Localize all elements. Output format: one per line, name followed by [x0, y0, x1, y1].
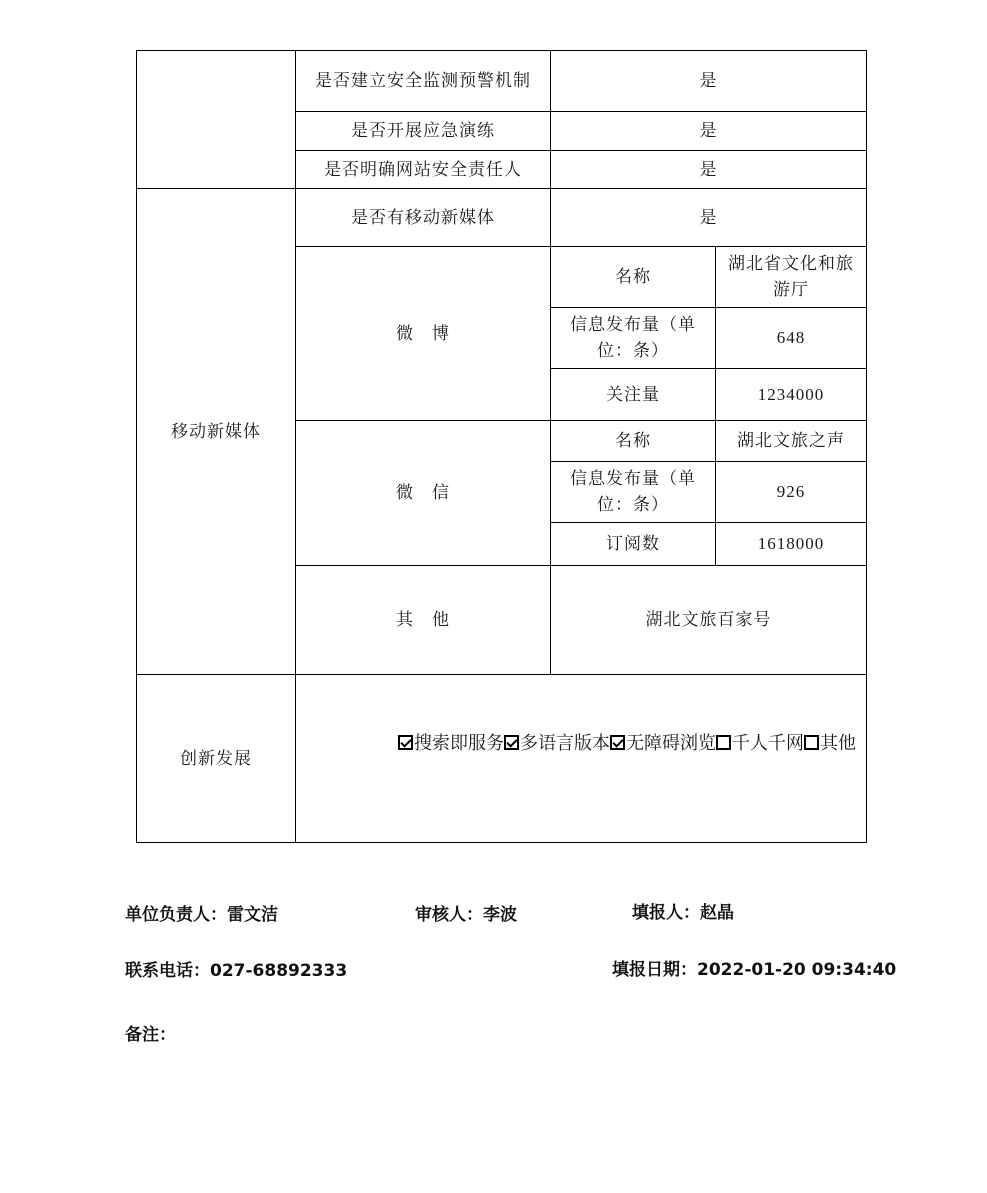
weibo-posts-value: 648: [716, 308, 867, 369]
weibo-followers-value: 1234000: [716, 369, 867, 421]
fill-date: 填报日期：2022-01-20 09:34:40: [612, 960, 897, 980]
innovation-option-label: 多语言版本: [520, 733, 610, 754]
unchecked-box-icon[interactable]: [804, 735, 819, 750]
checked-box-icon[interactable]: [610, 735, 625, 750]
wechat-name-label: 名称: [551, 421, 716, 462]
checked-box-icon[interactable]: [504, 735, 519, 750]
innovation-option-label: 搜索即服务: [414, 733, 504, 754]
security-item-label: 是否明确网站安全责任人: [296, 151, 551, 189]
innovation-section-label: 创新发展: [137, 675, 296, 843]
wechat-label: 微 信: [296, 421, 551, 566]
unit-head: 单位负责人：雷文洁: [125, 905, 278, 925]
remark-label: 备注：: [125, 1025, 176, 1045]
other-media-value: 湖北文旅百家号: [551, 566, 867, 675]
innovation-option-label: 无障碍浏览: [626, 733, 716, 754]
wechat-posts-value: 926: [716, 462, 867, 523]
reviewer: 审核人：李波: [415, 905, 517, 925]
innovation-option-label: 千人千网: [732, 733, 804, 754]
weibo-name-value: 湖北省文化和旅游厅: [716, 247, 867, 308]
innovation-options: [296, 675, 867, 843]
has-mobile-media-label: 是否有移动新媒体: [296, 189, 551, 247]
security-item-value: 是: [551, 151, 867, 189]
wechat-subs-value: 1618000: [716, 523, 867, 566]
security-section-cell: [137, 51, 296, 189]
wechat-subs-label: 订阅数: [551, 523, 716, 566]
checked-box-icon[interactable]: [398, 735, 413, 750]
innovation-option-label: 其他: [820, 733, 856, 754]
weibo-name-label: 名称: [551, 247, 716, 308]
weibo-posts-label: 信息发布量（单位：条）: [551, 308, 716, 369]
has-mobile-media-value: 是: [551, 189, 867, 247]
security-item-value: 是: [551, 112, 867, 151]
wechat-name-value: 湖北文旅之声: [716, 421, 867, 462]
filler: 填报人：赵晶: [632, 903, 734, 923]
other-media-label: 其 他: [296, 566, 551, 675]
report-table: [136, 50, 867, 843]
contact-phone: 联系电话：027-68892333: [125, 961, 348, 981]
security-item-label: 是否开展应急演练: [296, 112, 551, 151]
mobile-media-section-label: 移动新媒体: [137, 189, 296, 675]
weibo-label: 微 博: [296, 247, 551, 421]
security-item-value: 是: [551, 51, 867, 112]
wechat-posts-label: 信息发布量（单位：条）: [551, 462, 716, 523]
unchecked-box-icon[interactable]: [716, 735, 731, 750]
security-item-label: 是否建立安全监测预警机制: [296, 51, 551, 112]
weibo-followers-label: 关注量: [551, 369, 716, 421]
